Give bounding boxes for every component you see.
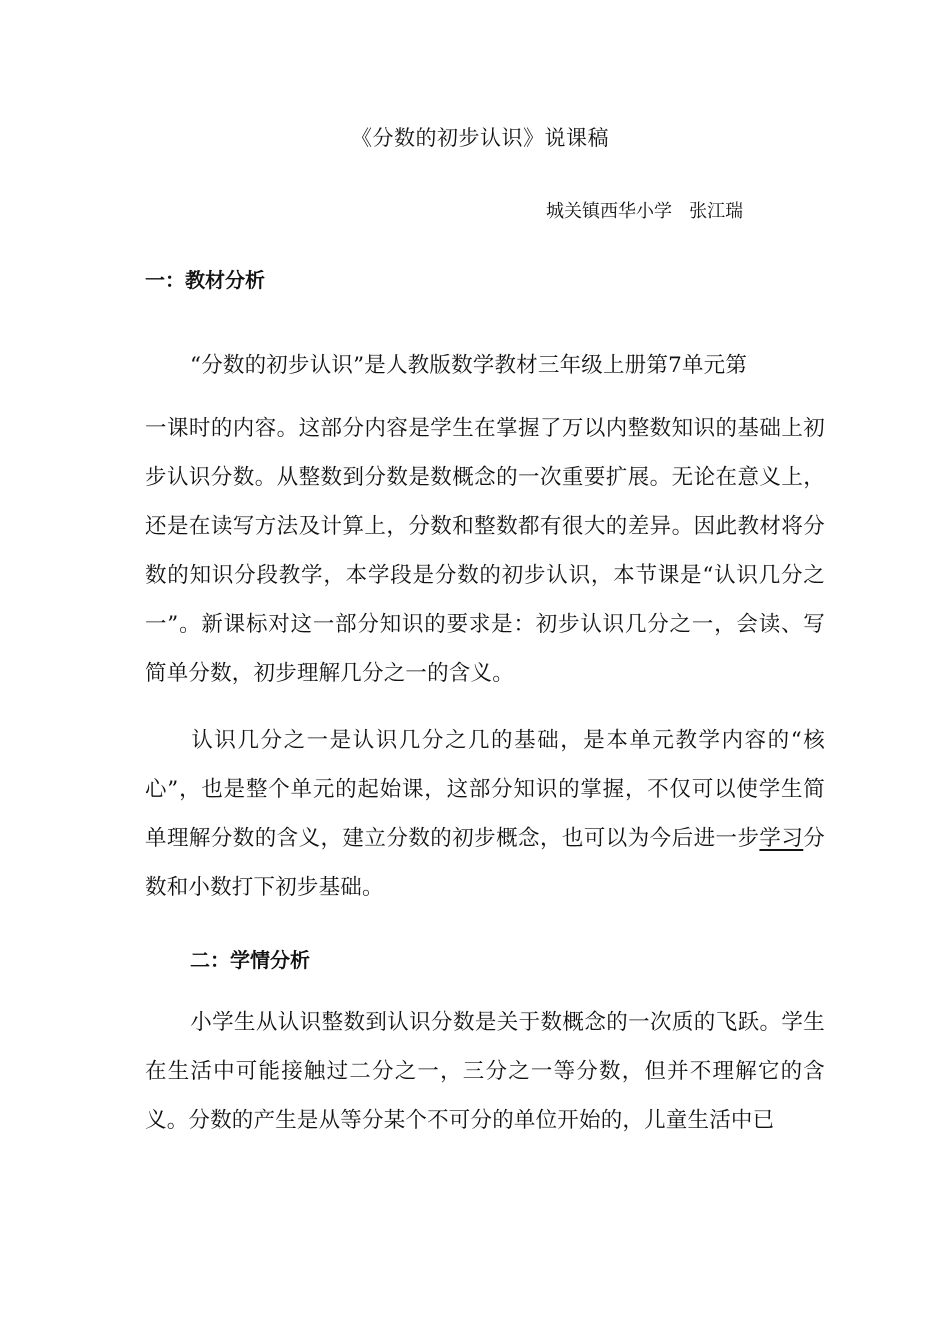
paragraph-student-analysis <box>145 998 825 1145</box>
underlined-text: 学习 <box>759 826 804 851</box>
paragraph-continuation: 一课时的内容。这部分内容是学生在掌握了万以内整数知识的基础上初步认识分数。从整数到分数是数概念的一次重要扩展。无论在意义上，还是在读写方法及计算上，分数和整数都有很大的差异。因此教材将分数的知识分段教学，本学段是分数的初步认识，本节课是“认识几分之一”。新课标对这一部分知识的要求是：初步认识几分之一，会读、写简单分数，初步理解几分之一的含义。 <box>145 416 825 686</box>
paragraph-core-content <box>145 716 825 912</box>
paragraph-text: 认识几分之一是认识几分之几的基础，是本单元教学内容的“核心”，也是整个单元的起始课，这部分知识的掌握，不仅可以使学生简单理解分数的含义，建立分数的初步概念，也可以为今后进一步 <box>145 728 825 851</box>
section-heading-student-analysis: 二：学情分析 <box>190 948 310 972</box>
section-heading-textbook-analysis: 一：教材分析 <box>145 268 265 292</box>
paragraph-first-line: “分数的初步认识”是人教版数学教材三年级上册第7单元第 <box>190 353 748 378</box>
document-title: 《分数的初步认识》说课稿 <box>351 126 609 150</box>
author-line: 城关镇西华小学 张江瑞 <box>546 201 744 222</box>
paragraph-text-end: 分数和小数打下初步基础。 <box>145 826 825 900</box>
paragraph-textbook-analysis <box>145 333 825 698</box>
paragraph-text: 小学生从认识整数到认识分数是关于数概念的一次质的飞跃。学生在生活中可能接触过二分之一，三分之一等分数，但并不理解它的含义。分数的产生是从等分某个不可分的单位开始的，儿童生活中已 <box>145 1010 825 1133</box>
